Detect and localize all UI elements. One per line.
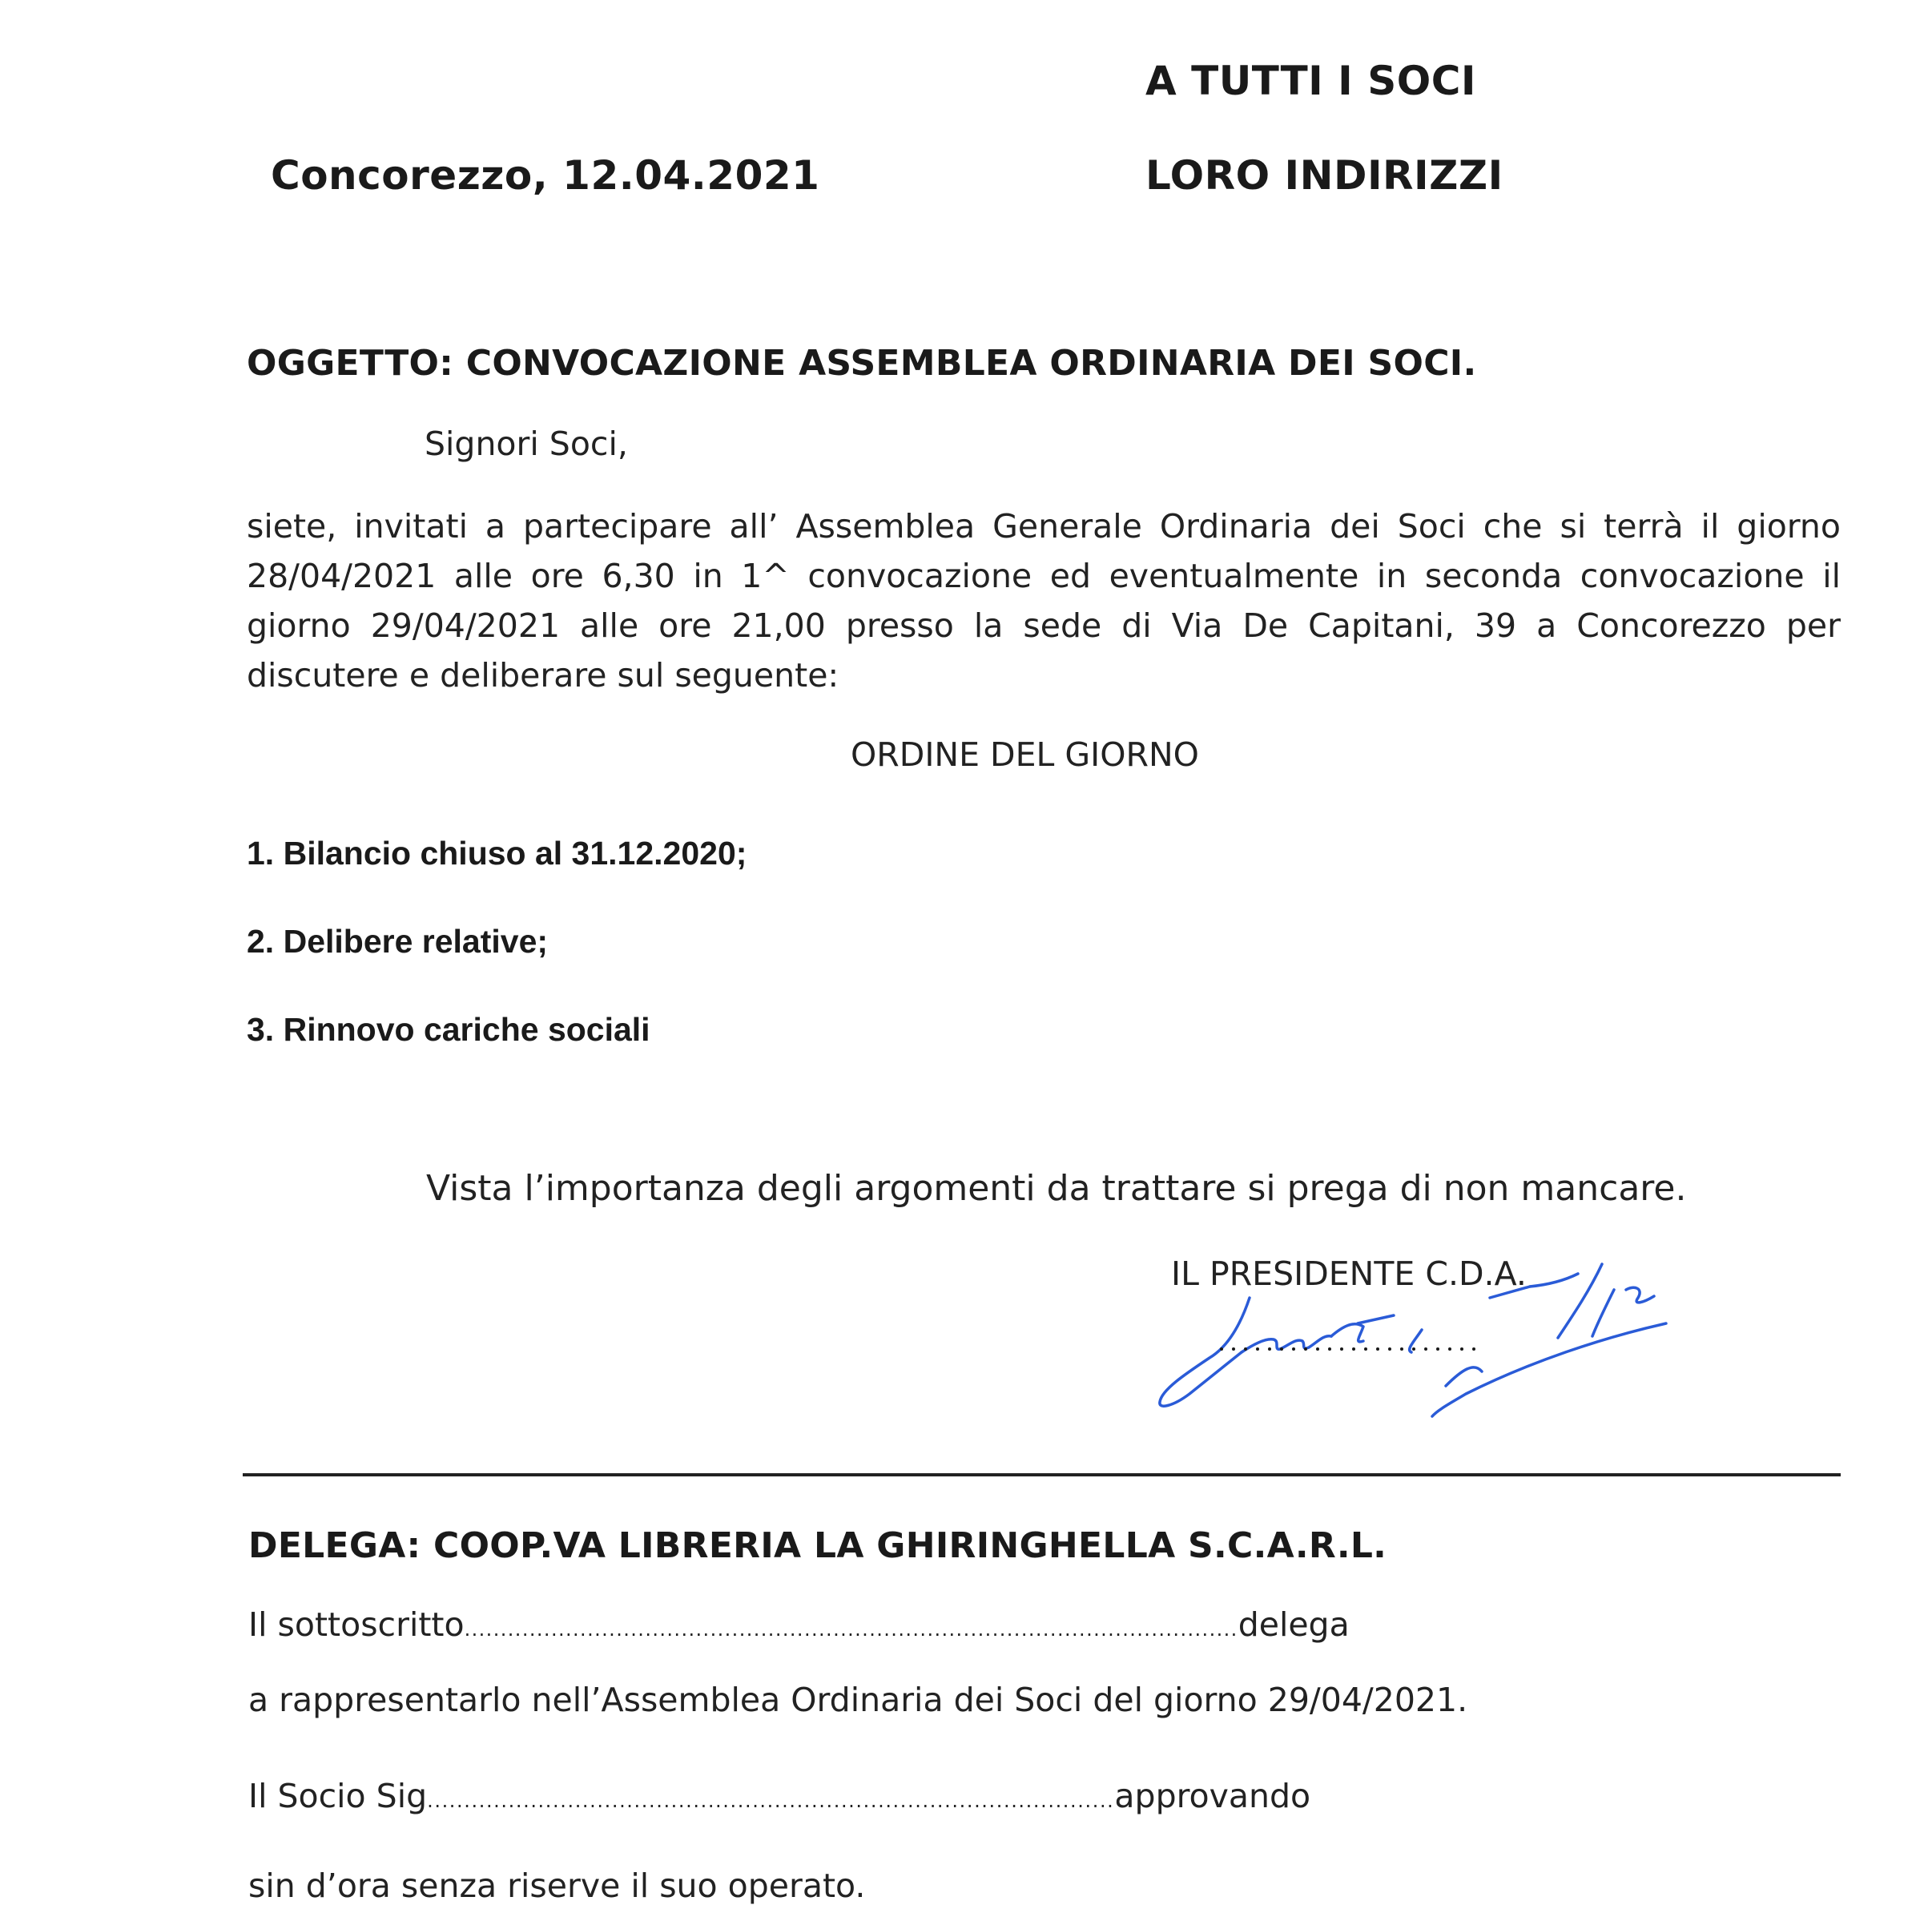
- section-divider: [243, 1473, 1841, 1476]
- proxy-undersigned-blank[interactable]: ...........................................................................................................: [464, 1618, 1238, 1641]
- agenda-item-2: 2. Delibere relative;: [247, 923, 549, 960]
- closing-sentence: Vista l’importanza degli argomenti da trattare si prega di non mancare.: [426, 1168, 1687, 1209]
- agenda-title: ORDINE DEL GIORNO: [851, 735, 1199, 774]
- proxy-line-undersigned: [248, 1605, 1350, 1644]
- agenda-item-3: 3. Rinnovo cariche sociali: [247, 1011, 650, 1048]
- subject-line: OGGETTO: CONVOCAZIONE ASSEMBLEA ORDINARIA DEI SOCI.: [247, 343, 1477, 384]
- proxy-line-represent: a rappresentarlo nell’Assemblea Ordinaria dei Soci del giorno 29/04/2021.: [248, 1681, 1468, 1719]
- intro-paragraph: siete, invitati a partecipare all’ Assemblea Generale Ordinaria dei Soci che si terrà il giorno 28/04/2021 alle ore 6,30 in 1^ convocazione ed eventualmente in seconda convocazione il giorno 29/04/2021 alle ore 21,00 presso la sede di Via De Capitani, 39 a Concorezzo per discutere e deliberare sul seguente:: [247, 507, 1841, 695]
- proxy-line-final: sin d’ora senza riserve il suo operato.: [248, 1867, 866, 1905]
- recipients-line-2: LORO INDIRIZZI: [1145, 152, 1503, 199]
- place-date: Concorezzo, 12.04.2021: [271, 152, 820, 199]
- signature-drawing: [1153, 1250, 1730, 1426]
- signatory-title: IL PRESIDENTE C.D.A.: [1171, 1255, 1527, 1293]
- proxy-member-blank[interactable]: .............................................................................................: [427, 1790, 1115, 1812]
- proxy-heading: DELEGA: COOP.VA LIBRERIA LA GHIRINGHELLA S.C.A.R.L.: [248, 1525, 1387, 1566]
- proxy-line-member: [248, 1777, 1310, 1815]
- salutation: Signori Soci,: [425, 425, 628, 463]
- agenda-item-1: 1. Bilancio chiuso al 31.12.2020;: [247, 835, 747, 872]
- proxy-approvando-label: approvando: [1114, 1777, 1311, 1815]
- proxy-undersigned-label: Il sottoscritto: [248, 1605, 465, 1644]
- proxy-delega-label: delega: [1238, 1605, 1350, 1644]
- recipients-line-1: A TUTTI I SOCI: [1145, 58, 1477, 104]
- proxy-member-label: Il Socio Sig: [248, 1777, 428, 1815]
